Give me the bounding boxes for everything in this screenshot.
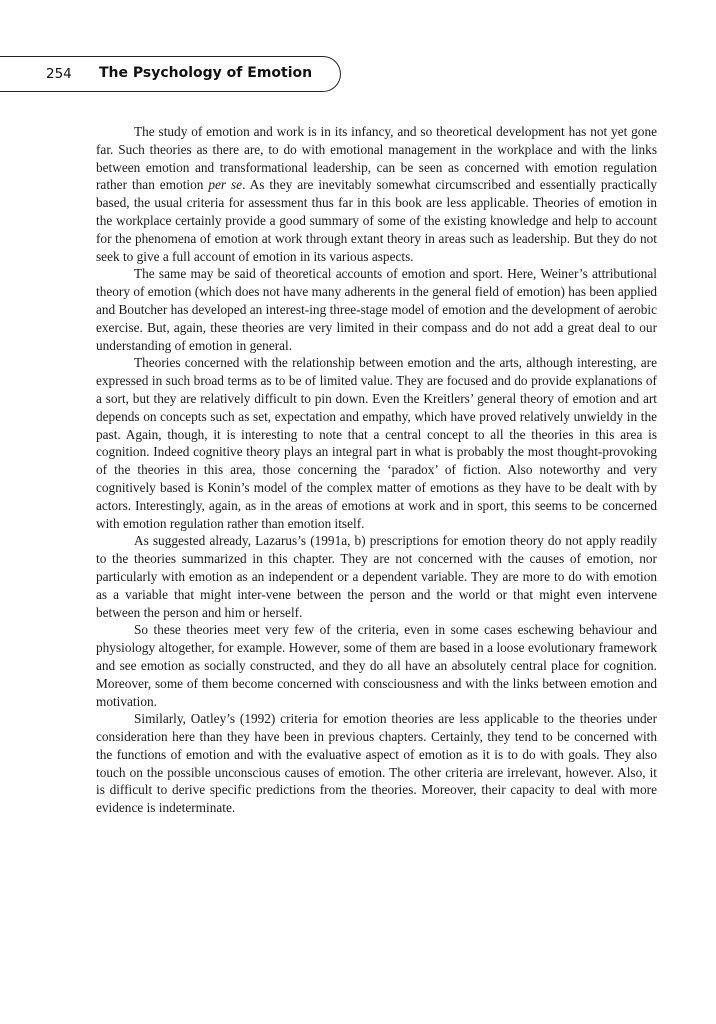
paragraph: As suggested already, Lazarus’s (1991a, b) prescriptions for emotion theory do not apply readily to the theories summarized in this chapter. They are not concerned with the causes of emotion, nor particularly with emotion as an independent or a dependent variable. They are more to do with emotion as a variable that might inter-vene between the person and the world or that might even intervene between the person and him or herself.: [96, 533, 657, 620]
paragraph: [96, 123, 657, 265]
emphasis-text: per se: [208, 177, 243, 193]
paragraph-text: The study of emotion and work is in its infancy, and so theoretical development has not yet gone far. Such theories as there are, to do with emotional management in the workplace and with the links between emotion and transformational leadership, can be seen as concerned with emotion regulation rather than emotion: [96, 124, 657, 193]
page-number: 254: [46, 66, 72, 82]
body-text: [96, 123, 657, 817]
paragraph: Similarly, Oatley’s (1992) criteria for emotion theories are less applicable to the theories under consideration here than they have been in previous chapters. Certainly, they tend to be concerned with the functions of emotion and with the evaluative aspect of emotion as it is to do with goals. They also touch on the possible unconscious causes of emotion. The other criteria are irrelevant, however. Also, it is difficult to derive specific predictions from the theories. Moreover, their capacity to deal with more evidence is indeterminate.: [96, 711, 657, 816]
running-title: The Psychology of Emotion: [99, 65, 313, 81]
paragraph-text: . As they are inevitably somewhat circumscribed and essentially practically based, the usual criteria for assessment thus far in this book are less applicable. Theories of emotion in the workplace certainly provide a good summary of some of the existing knowledge and help to account for the phenomena of emotion at work through extant theory in areas such as leadership. But they do not seek to give a full account of emotion in its various aspects.: [96, 177, 657, 264]
paragraph: Theories concerned with the relationship between emotion and the arts, although interesting, are expressed in such broad terms as to be of limited value. They are focused and do provide explanations of a sort, but they are relatively difficult to pin down. Even the Kreitlers’ general theory of emotion and art depends on concepts such as set, expectation and empathy, which have proved relatively unwieldy in the past. Again, though, it is interesting to note that a central concept to all the theories in this area is cognition. Indeed cognitive theory plays an integral part in what is probably the most thought-provoking of the theories in this area, those concerning the ‘paradox’ of fiction. Also noteworthy and very cognitively based is Konin’s model of the complex matter of emotions as they have to be dealt with by actors. Interestingly, again, as in the areas of emotions at work and in sport, this seems to be concerned with emotion regulation rather than emotion itself.: [96, 355, 657, 531]
paragraph: So these theories meet very few of the criteria, even in some cases eschewing behaviour and physiology altogether, for example. However, some of them are based in a loose evolutionary framework and see emotion as socially constructed, and they do all have an absolutely central place for cognition. Moreover, some of them become concerned with consciousness and with the links between emotion and motivation.: [96, 622, 657, 709]
paragraph: The same may be said of theoretical accounts of emotion and sport. Here, Weiner’s attributional theory of emotion (which does not have many adherents in the general field of emotion) has been applied and Boutcher has developed an interest-ing three-stage model of emotion and the development of aerobic exercise. But, again, these theories are very limited in their compass and do not add a great deal to our understanding of emotion in general.: [96, 266, 657, 353]
